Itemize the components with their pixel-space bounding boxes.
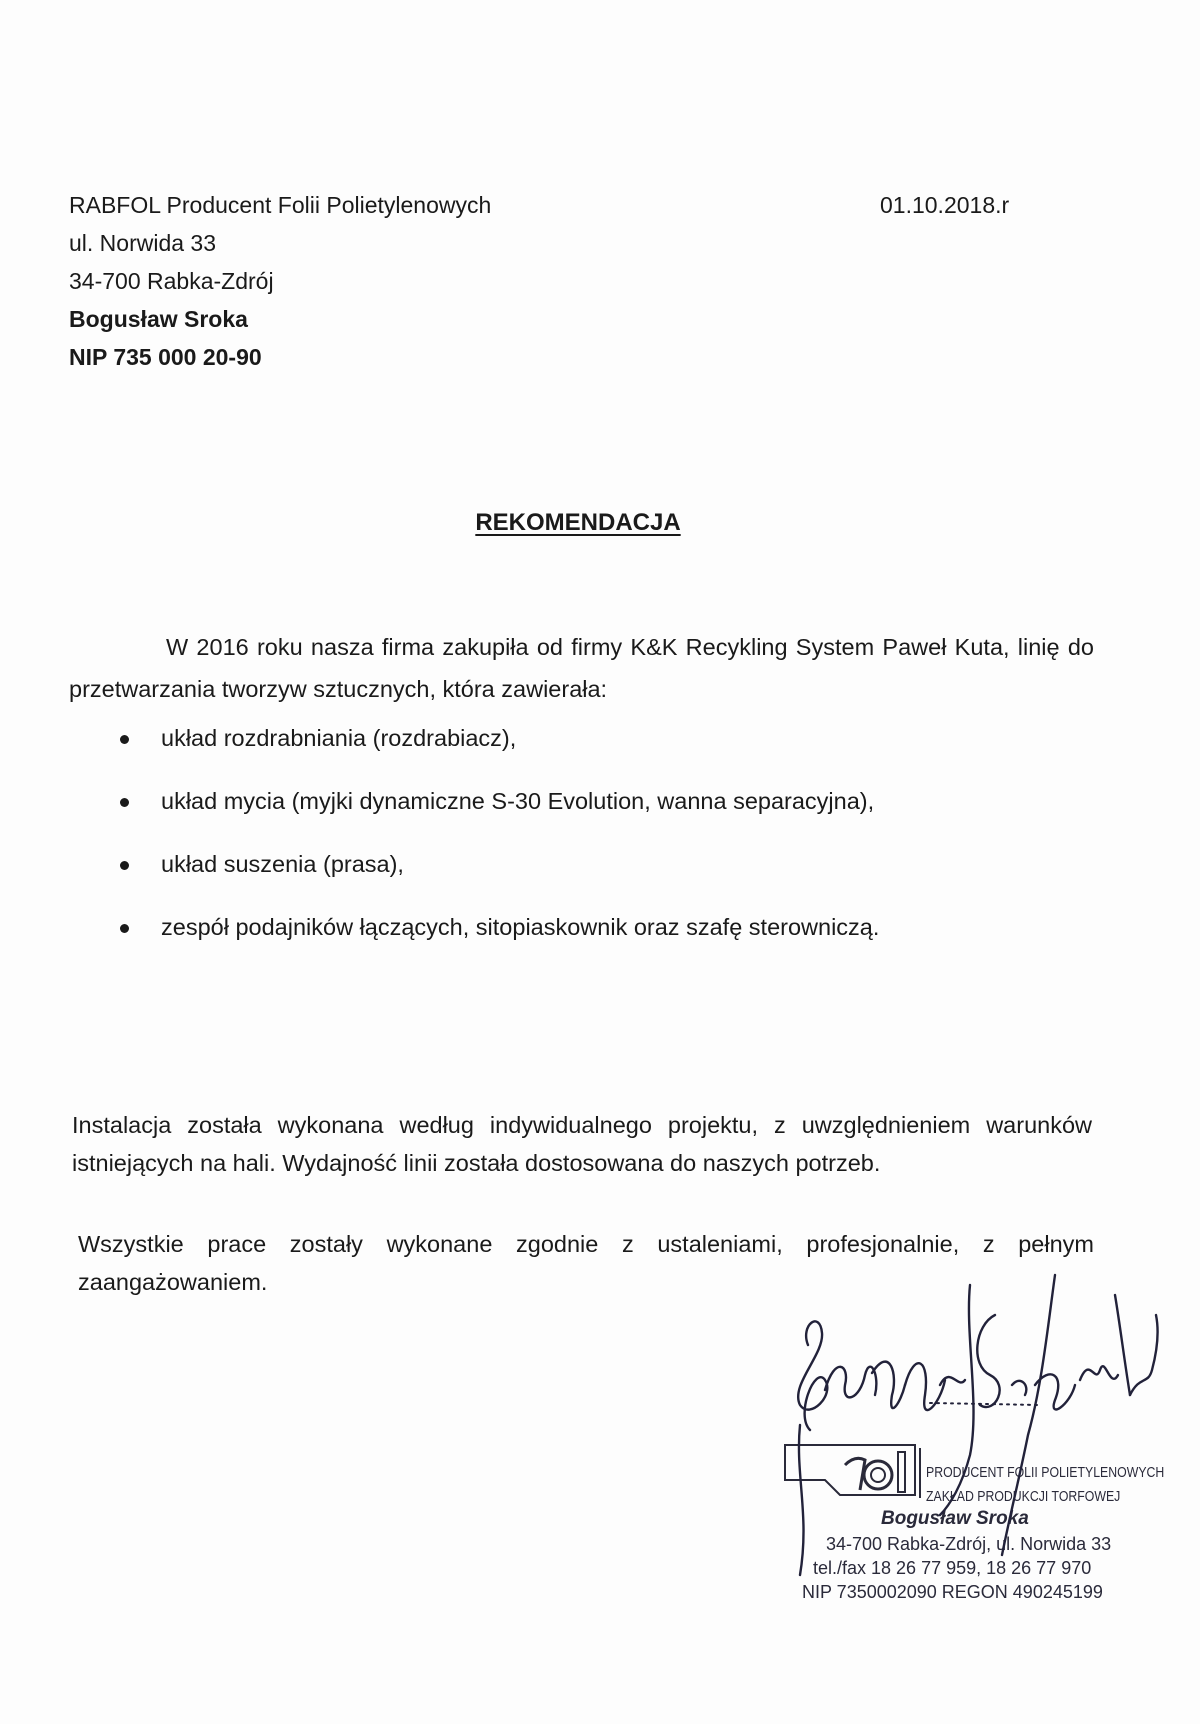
company-city: 34-700 Rabka-Zdrój <box>69 268 274 294</box>
bullet-icon <box>120 924 129 933</box>
closing-paragraph: Wszystkie prace zostały wykonane zgodnie z ustaleniami, profesjonalnie, z pełnym zaangażowaniem. <box>78 1231 1094 1295</box>
list-item-text: układ mycia (myjki dynamiczne S-30 Evolution, wanna separacyjna), <box>161 788 875 814</box>
company-owner: Bogusław Sroka <box>69 306 248 332</box>
list-item <box>69 723 1119 786</box>
list-item <box>69 849 1119 912</box>
bullet-icon <box>120 735 129 744</box>
document-title: REKOMENDACJA <box>475 509 681 536</box>
company-name: RABFOL Producent Folii Polietylenowych <box>69 192 492 218</box>
stamp-line: Bogusław Sroka <box>881 1508 1029 1529</box>
stamp-line: PRODUCENT FOLII POLIETYLENOWYCH <box>926 1464 1165 1481</box>
stamp-line: ZAKŁAD PRODUKCJI TORFOWEJ <box>926 1488 1121 1505</box>
handwritten-signature <box>780 1255 1180 1655</box>
company-street: ul. Norwida 33 <box>69 230 217 256</box>
installation-paragraph: Instalacja została wykonana według indywidualnego projektu, z uwzględnieniem warunków istniejących na hali. Wydajność linii została dostosowana do naszych potrzeb. <box>72 1112 1092 1176</box>
list-item <box>69 786 1119 849</box>
list-item-text: zespół podajników łączących, sitopiaskownik oraz szafę sterowniczą. <box>161 914 880 940</box>
list-item-text: układ rozdrabniania (rozdrabiacz), <box>161 725 517 751</box>
equipment-list <box>69 723 1119 975</box>
bullet-icon <box>120 861 129 870</box>
list-item-text: układ suszenia (prasa), <box>161 851 404 877</box>
stamp-line: 34-700 Rabka-Zdrój, ul. Norwida 33 <box>826 1534 1112 1554</box>
stamp-line: NIP 7350002090 REGON 490245199 <box>802 1582 1103 1602</box>
bullet-icon <box>120 798 129 807</box>
document-date: 01.10.2018.r <box>880 192 1010 218</box>
company-nip: NIP 735 000 20-90 <box>69 344 262 370</box>
stamp-line: tel./fax 18 26 77 959, 18 26 77 970 <box>813 1558 1092 1578</box>
intro-paragraph: W 2016 roku nasza firma zakupiła od firmy K&K Recykling System Paweł Kuta, linię do przetwarzania tworzyw sztucznych, która zawierała: <box>69 634 1094 702</box>
list-item <box>69 912 1119 975</box>
